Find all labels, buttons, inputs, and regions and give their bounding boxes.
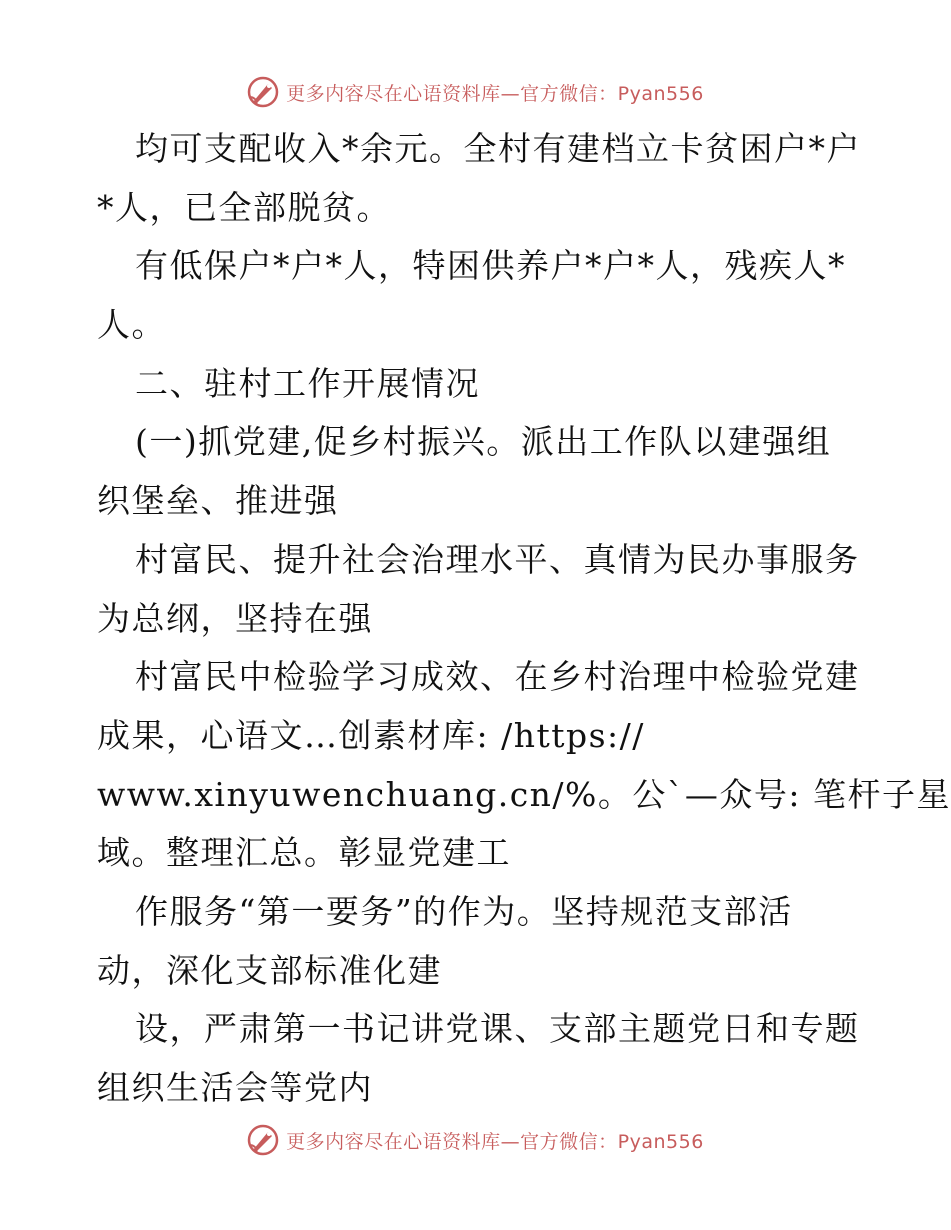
text-line: 成果，心语文…创素材库: /https:// [97, 715, 645, 755]
document-body [97, 120, 951, 1118]
pen-nib-logo-icon [246, 75, 280, 109]
section-heading: 二、驻村工作开展情况 [135, 363, 480, 403]
text-line: 村富民、提升社会治理水平、真情为民办事服务 [135, 539, 860, 579]
footer-watermark-banner [0, 1120, 950, 1160]
text-line: 设，严肃第一书记讲党课、支部主题党日和专题 [135, 1009, 860, 1049]
text-line: 织堡垒、推进强 [97, 481, 339, 521]
text-line: 村富民中检验学习成效、在乡村治理中检验党建 [135, 657, 860, 697]
pen-nib-logo-icon [246, 1123, 280, 1157]
text-line: 有低保户*户*人，特困供养户*户*人，残疾人* [135, 246, 846, 286]
text-line: 人。 [97, 305, 166, 345]
text-line: 域。整理汇总。彰显党建工 [97, 833, 511, 873]
watermark-text: 更多内容尽在心语资料库—官方微信：Pyan556 [286, 1130, 704, 1153]
text-line: 组织生活会等党内 [97, 1068, 373, 1107]
text-line: 均可支配收入*余元。全村有建档立卡贫困户*户 [135, 129, 861, 168]
text-line: 为总纲，坚持在强 [97, 598, 373, 638]
text-line: www.xinyuwenchuang.cn/%。公`—众号: 笔杆子星 [97, 774, 951, 814]
text-line: (一)抓党建,促乡村振兴。派出工作队以建强组 [135, 422, 832, 462]
text-line: 动，深化支部标准化建 [97, 950, 442, 990]
text-line: *人，已全部脱贫。 [97, 187, 391, 227]
watermark-text: 更多内容尽在心语资料库—官方微信：Pyan556 [286, 82, 704, 105]
header-watermark-banner [0, 72, 950, 112]
text-line: 作服务“第一要务”的作为。坚持规范支部活 [135, 891, 793, 931]
